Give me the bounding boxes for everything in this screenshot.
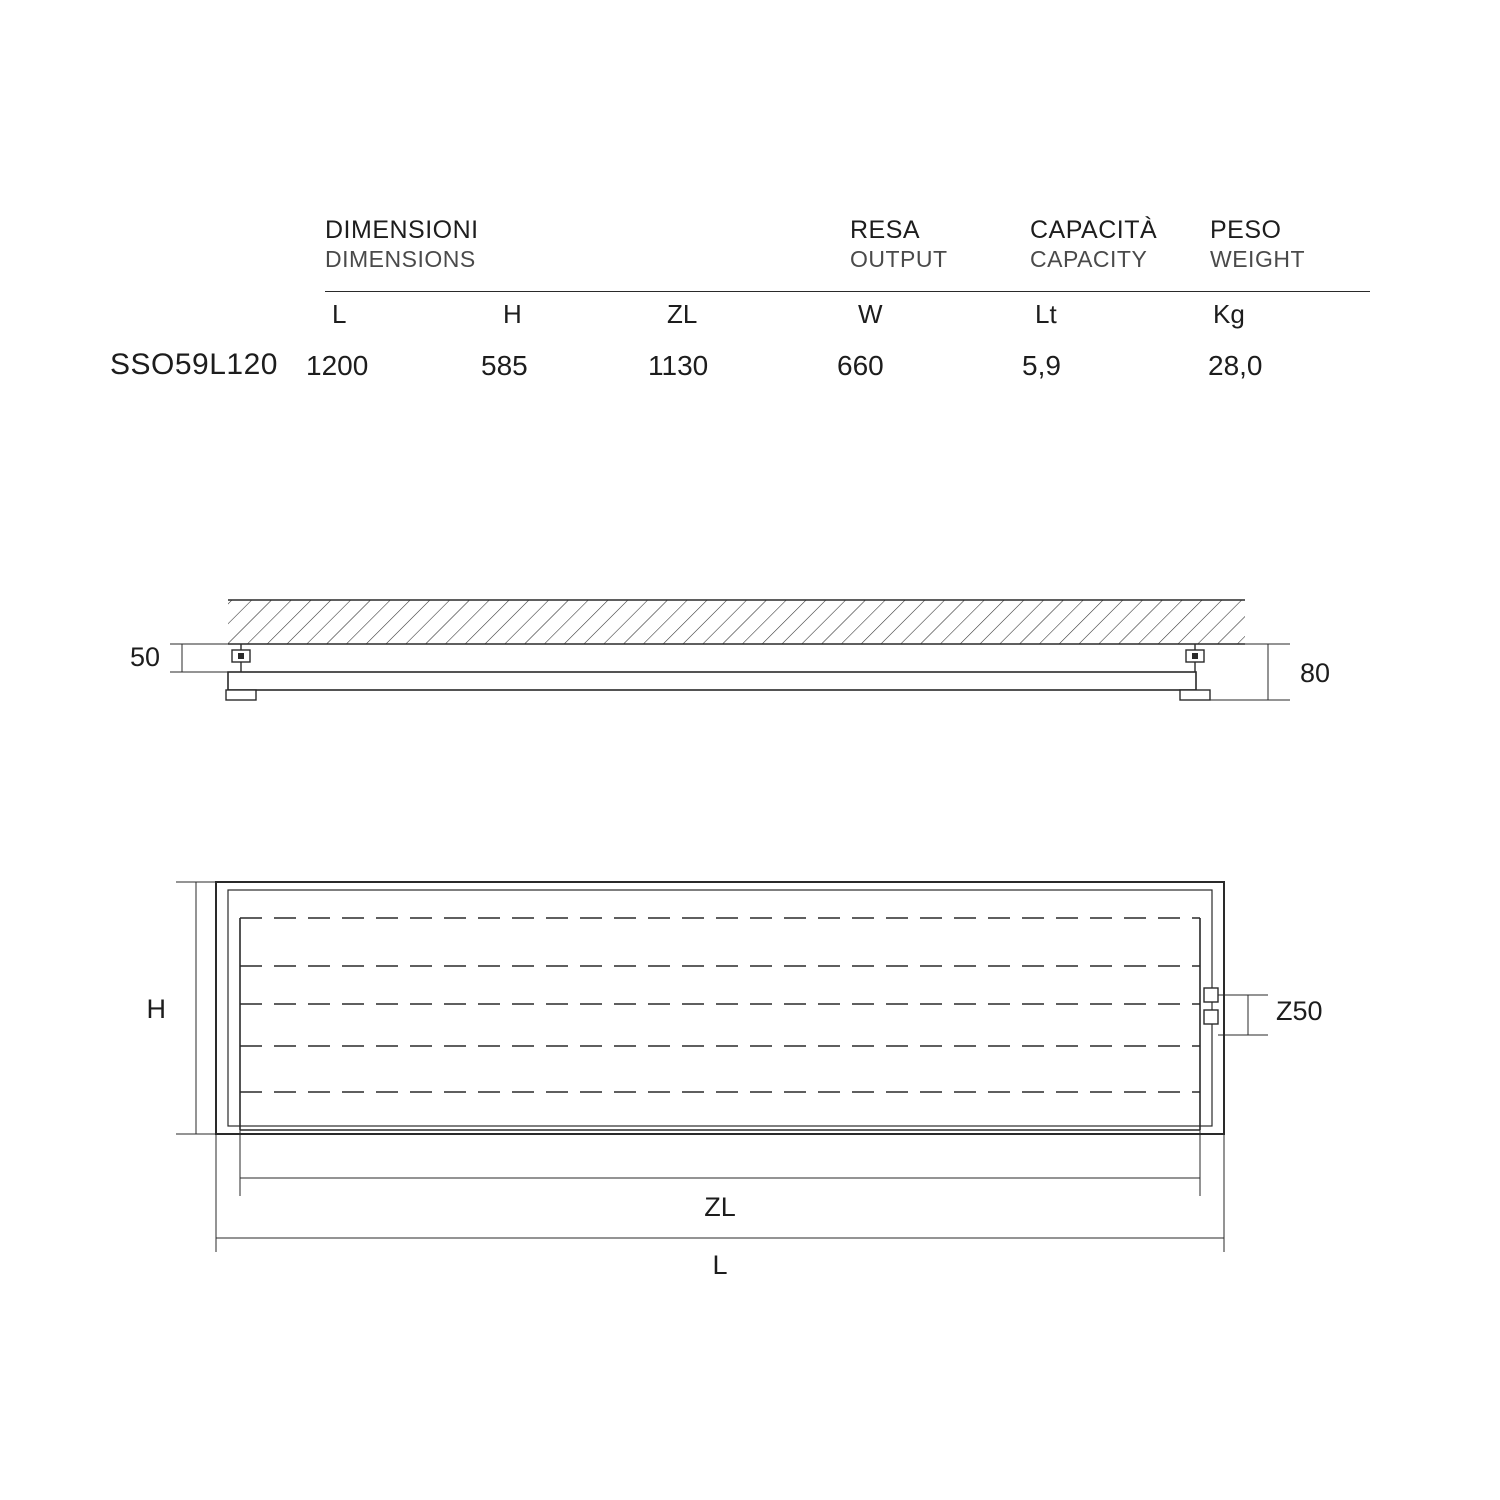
unit-l: L — [332, 299, 347, 329]
dimension-50-label: 50 — [129, 642, 161, 672]
header-group-dimensions-en: DIMENSIONS — [325, 246, 476, 272]
dimension-h — [147, 882, 217, 1134]
dimension-l-label: L — [712, 1250, 728, 1280]
dimension-50 — [130, 642, 228, 672]
dimension-h-label: H — [146, 994, 166, 1024]
value-zl: 1130 — [648, 350, 709, 381]
dimension-80-label: 80 — [1300, 658, 1331, 688]
header-group-dimensions-it: DIMENSIONI — [325, 216, 479, 244]
header-group-output-en: OUTPUT — [850, 246, 948, 272]
value-w: 660 — [837, 350, 884, 381]
header-group-weight-en: WEIGHT — [1210, 246, 1305, 272]
header-group-capacity-en: CAPACITY — [1030, 246, 1148, 272]
dimension-zl — [240, 1130, 1200, 1222]
unit-zl: ZL — [667, 299, 698, 329]
value-h: 585 — [481, 350, 528, 381]
value-kg: 28,0 — [1208, 350, 1263, 381]
unit-kg: Kg — [1213, 299, 1245, 329]
header-group-capacity-it: CAPACITÀ — [1030, 216, 1158, 244]
header-group-weight-it: PESO — [1210, 216, 1282, 244]
unit-h: H — [503, 299, 522, 329]
value-lt: 5,9 — [1022, 350, 1061, 381]
unit-lt: Lt — [1035, 299, 1057, 329]
front-view — [147, 882, 1323, 1280]
unit-w: W — [858, 299, 883, 329]
dimension-zl-label: ZL — [704, 1192, 736, 1222]
header-group-output-it: RESA — [850, 216, 921, 244]
value-l: 1200 — [306, 350, 369, 381]
dimension-z50 — [1218, 995, 1323, 1035]
dimension-80 — [1210, 644, 1330, 700]
side-view — [130, 600, 1330, 700]
model-code: SSO59L120 — [110, 348, 278, 381]
dimension-z50-label: Z50 — [1276, 996, 1323, 1026]
